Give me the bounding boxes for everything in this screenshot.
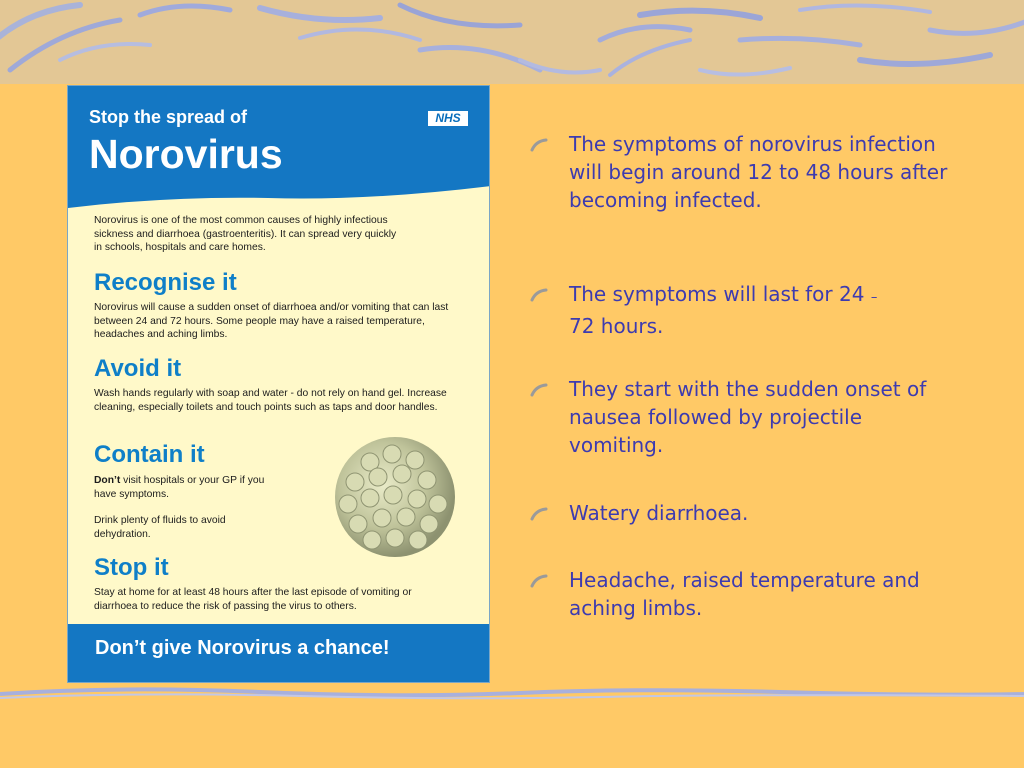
section-body-avoid: Wash hands regularly with soap and water - do not rely on hand gel. Increase cleaning, especially toilets and touch points such as taps and door handles. (94, 388, 447, 413)
norovirus-poster (67, 85, 490, 683)
section-body-contain-2: Drink plenty of fluids to avoid dehydration. (94, 515, 226, 540)
bullet-text: Watery diarrhoea. (569, 501, 749, 525)
bullet-text-part: The symptoms will last for 24 (569, 282, 871, 306)
bullet-text-tail: 72 hours. (569, 314, 664, 338)
section-body-stop: Stay at home for at least 48 hours after the last episode of vomiting or diarrhoea to reduce the risk of passing the virus to others. (94, 587, 412, 612)
contain-body-rest: visit hospitals or your GP if you have symptoms. (94, 475, 265, 500)
brush-strokes-decoration (0, 0, 1024, 84)
poster-title: Norovirus (89, 131, 283, 177)
section-heading-stop: Stop it (94, 554, 169, 581)
poster-pre-title: Stop the spread of (89, 107, 248, 127)
section-body-recognise: Norovirus will cause a sudden onset of diarrhoea and/or vomiting that can last between 24 and 72 hours. Some people may have a raised temperature, headaches and aching limbs. (94, 302, 449, 340)
bullet-text: They start with the sudden onset of nausea followed by projectile vomiting. (569, 377, 927, 457)
section-heading-contain: Contain it (94, 441, 205, 468)
poster-footer-text: Don’t give Norovirus a chance! (95, 637, 390, 659)
decorative-bottom-wave (0, 684, 1024, 708)
brush-bullet-icon (530, 288, 548, 302)
wave-line-decoration (0, 684, 1024, 708)
section-body-contain (94, 474, 269, 501)
bullet-text (569, 280, 954, 340)
brush-bullet-icon (530, 383, 548, 397)
decorative-top-band (0, 0, 1024, 84)
bullet-text: The symptoms of norovirus infection will begin around 12 to 48 hours after becoming infected. (569, 132, 948, 212)
section-heading-recognise: Recognise it (94, 269, 237, 296)
bullet-text: Headache, raised temperature and aching limbs. (569, 568, 920, 620)
poster-intro: Norovirus is one of the most common causes of highly infectious sickness and diarrhoea (gastroenteritis). It can spread very quickly in schools, hospitals and care homes. (94, 215, 397, 253)
poster-footer (68, 624, 489, 682)
nhs-logo: NHS (428, 111, 468, 126)
brush-bullet-icon (530, 507, 548, 521)
contain-bold-lead: Don’t (94, 475, 121, 486)
section-heading-avoid: Avoid it (94, 355, 182, 382)
bullet-dash: – (870, 290, 878, 305)
brush-bullet-icon (530, 574, 548, 588)
brush-bullet-icon (530, 138, 548, 152)
norovirus-particle-image (330, 432, 460, 562)
